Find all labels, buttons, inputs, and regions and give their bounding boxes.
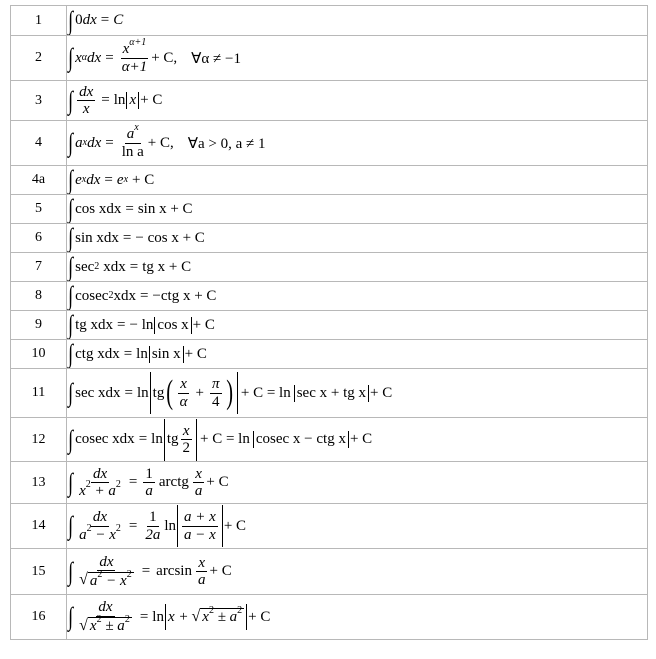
row-number: 16 [11, 595, 67, 640]
integral-sign: ∫ [68, 424, 74, 454]
fraction: $\frac{x}{2}$ [182, 422, 190, 456]
integral-sign: ∫ [68, 194, 74, 223]
absolute-value: cos x [154, 317, 191, 334]
fraction: $\frac{x}{\alpha}$ [179, 376, 188, 410]
fraction: $\frac{x}{a}$ [197, 554, 206, 588]
row-number: 15 [11, 549, 67, 595]
absolute-value [177, 505, 223, 547]
integral-table [10, 5, 648, 640]
fraction: $\frac{a + x}{a - x}$ [184, 509, 216, 543]
fraction: dx √ $a^2 - x^2$ [79, 553, 132, 589]
absolute-value: tg ( $\frac{x}{\alpha}$ + $\frac{\pi}{4}$ ) [150, 372, 238, 414]
row-number: 4a [11, 166, 67, 195]
absolute-value: x + √ $x^2 \pm a^2$ [165, 604, 247, 630]
row-number: 8 [11, 282, 67, 311]
row-number: 10 [11, 340, 67, 369]
formula-cell: ∫ cosec xdx = ln tg $\frac{x}{2}$ + C = ln cosec x − ctg x + C [67, 418, 648, 462]
table-row [11, 462, 648, 504]
integral-sign: ∫ [68, 85, 74, 115]
formula-cell: ∫ $\frac{dx}{x^2 + a^2}$ = $\frac{1}{a}$ arctg $\frac{x}{a}$ + C [67, 462, 648, 504]
table-row [11, 6, 648, 36]
fraction: dx √ $x^2 \pm a^2$ [79, 599, 130, 634]
table-row [11, 340, 648, 369]
formula-cell: ∫ a x dx = $\frac{a^x}{\text{ln a}}$ + C, ∀a > 0, a ≠ 1 [67, 121, 648, 166]
formula-cell: ∫ x α dx = $\frac{x^{\alpha+1}}{\alpha+1}$ + C, ∀α ≠ −1 [67, 36, 648, 81]
formula-cell: ∫ dx √ $x^2 \pm a^2$ = ln x + √ $x^2 \pm a^2$ + C [67, 595, 648, 640]
integral-sign: ∫ [68, 378, 74, 407]
formula-cell: ∫ cos xdx = sin x + C [67, 195, 648, 224]
table-row [11, 36, 648, 81]
integral-sign: ∫ [68, 556, 74, 586]
row-number: 3 [11, 81, 67, 121]
integral-sign: ∫ [68, 339, 74, 368]
fraction: $\frac{1}{a}$ [145, 465, 153, 499]
formula-cell: ∫ ctg xdx = ln sin x + C [67, 340, 648, 369]
formula-cell: ∫ sin xdx = − cos x + C [67, 224, 648, 253]
table-row [11, 166, 648, 195]
table-row [11, 282, 648, 311]
row-number: 9 [11, 311, 67, 340]
integral-sign: ∫ [68, 511, 74, 540]
table-row [11, 369, 648, 418]
formula-cell: ∫ e x dx = e x + C [67, 166, 648, 195]
integral-sign: ∫ [68, 223, 74, 252]
absolute-value: tg $\frac{x}{2}$ [164, 419, 197, 461]
fraction: $\frac{dx}{a^2 - x^2}$ [79, 509, 121, 543]
table-row [11, 311, 648, 340]
row-number: 1 [11, 6, 67, 36]
row-number: 4 [11, 121, 67, 166]
row-number: 12 [11, 418, 67, 462]
row-number: 11 [11, 369, 67, 418]
fraction: $\frac{\pi}{4}$ [212, 376, 220, 410]
integral-sign: ∫ [68, 5, 74, 35]
formula-cell: ∫ sec xdx = ln tg ( $\frac{x}{\alpha}$ + $\frac{\pi}{4}$ ) + C = ln sec x + tg x + C [67, 369, 648, 418]
formula-cell: ∫ $\frac{dx}{a^2 - x^2}$ = $\frac{1}{2a}$ ln $\frac{a + x}{a - x}$ + C [67, 504, 648, 549]
fraction: $\frac{x}{a}$ [194, 465, 203, 499]
square-root: √ $a^2 - x^2$ [79, 568, 132, 589]
table-row [11, 549, 648, 595]
integral-sign: ∫ [68, 128, 74, 157]
square-root: √ $x^2 \pm a^2$ [191, 605, 243, 625]
table-row [11, 253, 648, 282]
table-row [11, 418, 648, 462]
integral-sign: ∫ [68, 43, 74, 72]
row-number: 13 [11, 462, 67, 504]
fraction: $\frac{dx}{x^2 + a^2}$ [79, 465, 121, 499]
fraction: $\frac{dx}{x}$ [79, 83, 94, 117]
formula-cell: ∫ $\frac{dx}{x}$ = ln x + C [67, 81, 648, 121]
table-row [11, 595, 648, 640]
formula-cell: ∫ cosec 2 xdx = −ctg x + C [67, 282, 648, 311]
absolute-value: sec x + tg x [294, 385, 369, 402]
integral-sign: ∫ [68, 467, 74, 497]
absolute-value: x [126, 92, 139, 109]
fraction: $\frac{1}{2a}$ [145, 509, 161, 543]
row-number: 6 [11, 224, 67, 253]
fraction: $\frac{a^x}{\text{ln a}}$ [121, 122, 144, 160]
fraction: $\frac{x^{\alpha+1}}{\alpha+1}$ [121, 37, 148, 75]
integral-sign: ∫ [68, 310, 74, 339]
row-number: 2 [11, 36, 67, 81]
row-number: 7 [11, 253, 67, 282]
formula-cell: ∫ tg xdx = − ln cos x + C [67, 311, 648, 340]
square-root: √ $x^2 \pm a^2$ [79, 614, 130, 634]
table-row [11, 224, 648, 253]
row-number: 14 [11, 504, 67, 549]
table-row [11, 81, 648, 121]
formula-cell: ∫ 0 dx = C [67, 6, 648, 36]
table-row [11, 504, 648, 549]
absolute-value: cosec x − ctg x [253, 431, 349, 448]
table-row [11, 195, 648, 224]
integral-sign: ∫ [68, 281, 74, 310]
formula-cell: ∫ sec 2 xdx = tg x + C [67, 253, 648, 282]
integral-sign: ∫ [68, 165, 74, 194]
integral-sign: ∫ [68, 602, 74, 631]
integral-sign: ∫ [68, 252, 74, 281]
row-number: 5 [11, 195, 67, 224]
table-row [11, 121, 648, 166]
absolute-value: sin x [149, 346, 184, 363]
formula-cell: ∫ dx √ $a^2 - x^2$ = arcsin $\frac{x}{a}$ + C [67, 549, 648, 595]
